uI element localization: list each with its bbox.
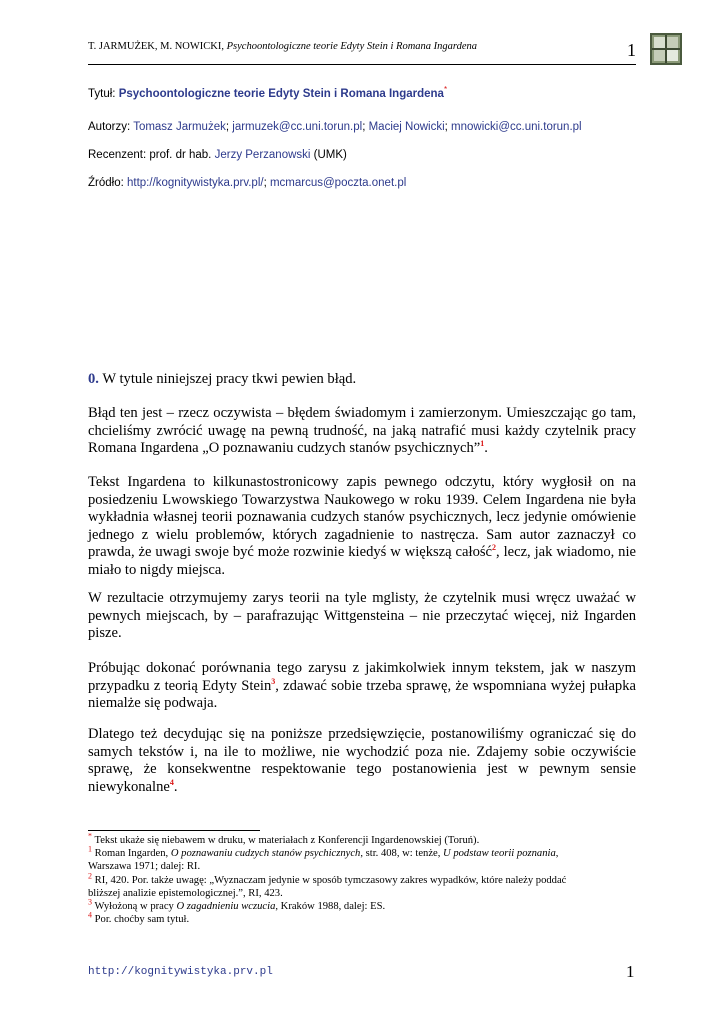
footnote-mark: 1 <box>88 844 92 854</box>
reviewer-link[interactable]: Jerzy Perzanowski <box>214 149 311 161</box>
paragraph-4 <box>88 660 636 713</box>
authors-label: Autorzy: <box>88 121 131 133</box>
footnote-mark: 4 <box>88 910 92 920</box>
header-page-number: 1 <box>627 40 636 60</box>
source-email-link[interactable]: mcmarcus@poczta.onet.pl <box>269 177 407 189</box>
title-footnote-mark[interactable]: * <box>443 85 448 95</box>
paragraph-text: . <box>173 778 178 795</box>
header-title: Psychoontologiczne teorie Edyty Stein i Romana Ingardena <box>226 41 478 52</box>
footnote-text: Wyłożoną w pracy <box>94 901 174 913</box>
document-title: Psychoontologiczne teorie Edyty Stein i Romana Ingardena <box>118 88 444 100</box>
meta-reviewer-line <box>88 149 347 161</box>
footnote-text: RI, 420. Por. także uwagę: „Wyznaczam jedynie w sposób tymczasowy zakres wypadków, które należy poddać bliższej analizie epistemologicznej.”, RI, 423. <box>88 874 567 899</box>
reviewer-label: Recenzent: prof. dr hab. <box>88 149 212 161</box>
footnote-1 <box>88 844 600 873</box>
footnote-text: , Kraków 1988, dalej: ES. <box>275 901 386 913</box>
paragraph-text: , lecz, jak wiadomo, nie miało to nigdy miejsca. <box>88 544 637 578</box>
footnote-3 <box>88 897 600 913</box>
meta-title-line <box>88 85 448 100</box>
paragraph-text: , zdawać sobie trzeba sprawę, że wspomniana wyżej pułapka niemalże się podwaja. <box>88 677 637 712</box>
footnote-text: Por. choćby sam tytuł. <box>94 914 190 926</box>
separator: ; <box>225 121 230 133</box>
footer-url-link[interactable]: http://kognitywistyka.prv.pl <box>88 966 273 978</box>
paragraph-text: W tytule niniejszej pracy tkwi pewien błąd. <box>102 371 357 387</box>
footer-page-number: 1 <box>626 962 635 981</box>
footnote-ref-4[interactable]: 4 <box>169 777 174 787</box>
paragraph-text: W rezultacie otrzymujemy zarys teorii na tyle mglisty, że czytelnik musi wręcz uważać w pewnych miejscach, by – parafrazując Wittgensteina – nie przeczytać więcej, niż Ingarden pisze. <box>88 590 636 642</box>
paragraph-text: Błąd ten jest – rzecz oczywista – błędem świadomym i zamierzonym. Umieszczając go tam, chcieliśmy zwrócić uwagę na pewną trudność, na jaką natrafić musi każdy czytelnik pracy Romana Ingardena „O poznawaniu cudzych stanów psychicznych” <box>88 405 636 457</box>
footnote-text: , Warszawa 1971; dalej: RI. <box>88 848 559 873</box>
header-authors: T. JARMUŻEK, M. NOWICKI, <box>88 41 225 52</box>
paragraph-text: Tekst Ingardena to kilkunastostronicowy zapis pewnego odczytu, który wygłosił on na posiedzeniu Lwowskiego Towarzystwa Naukowego w roku 1939. Celem Ingardena nie była wykładnia własnej teorii poznawania cudzych stanów psychicznych, lecz jedynie omówienie jednego z wielu problemów, których zagadnienie to nastręcza. Sam autor zaznaczył co prawda, że uwagi swoje być może rozwinie kiedyś w większą całość <box>88 474 636 561</box>
footnote-ref-2[interactable]: 2 <box>492 543 497 553</box>
paragraph-3 <box>88 590 636 643</box>
footnote-0 <box>88 831 600 847</box>
email-link-jarmuzek[interactable]: jarmuzek@cc.uni.torun.pl <box>232 121 363 133</box>
footnote-text: Roman Ingarden, <box>94 848 169 860</box>
reviewer-affiliation: (UMK) <box>313 149 347 161</box>
source-url-link[interactable]: http://kognitywistyka.prv.pl/ <box>127 177 264 189</box>
paragraph-1 <box>88 405 636 458</box>
paragraph-text: Dlatego też decydując się na poniższe przedsięwzięcie, postanowiliśmy ograniczać się do samych tekstów i, na ile to możliwe, nie wychodzić poza nie. Zdajemy sobie oczywiście sprawę, że konsekwentne respektowanie tego postanowienia jest w pewnym sensie niewykonalne <box>88 726 636 795</box>
meta-source-line <box>88 177 406 189</box>
footnote-text: , str. 408, w: tenże, <box>360 848 441 860</box>
footnotes <box>88 831 600 926</box>
footnote-2 <box>88 871 600 900</box>
footnote-divider <box>88 830 260 831</box>
email-link-nowicki[interactable]: mnowicki@cc.uni.torun.pl <box>451 121 582 133</box>
source-label: Źródło: <box>88 177 124 189</box>
footnote-cited-title: O zagadnieniu wczucia <box>176 901 276 913</box>
separator: ; <box>263 177 267 189</box>
header-running-title <box>88 41 477 52</box>
title-label: Tytuł: <box>88 88 116 100</box>
separator: ; <box>362 121 366 133</box>
footnote-mark: 2 <box>88 871 92 881</box>
footnote-ref-3[interactable]: 3 <box>271 676 276 686</box>
paragraph-2 <box>88 474 636 580</box>
footnote-cited-title: U podstaw teorii poznania <box>443 848 556 860</box>
footnote-text: Tekst ukaże się niebawem w druku, w materiałach z Konferencji Ingardenowskiej (Toruń). <box>94 835 480 846</box>
separator: ; <box>444 121 448 133</box>
meta-authors-line <box>88 121 582 133</box>
paragraph-5 <box>88 726 636 796</box>
paragraph-text: Próbując dokonać porównania tego zarysu z jakimkolwiek innym tekstem, jak w naszym przypadku z teorią Edyty Stein <box>88 660 636 694</box>
author-link-jarmuzek[interactable]: Tomasz Jarmużek <box>133 121 226 133</box>
journal-logo-icon <box>650 33 682 65</box>
author-link-nowicki[interactable]: Maciej Nowicki <box>368 121 445 133</box>
footnote-ref-1[interactable]: 1 <box>480 439 485 449</box>
footnote-mark: 3 <box>88 897 92 907</box>
section-number: 0. <box>88 371 99 387</box>
paragraph-text: . <box>484 440 488 457</box>
footnote-cited-title: O poznawaniu cudzych stanów psychicznych <box>170 848 361 860</box>
page-header <box>88 36 636 65</box>
paragraph-0 <box>88 371 636 389</box>
footnote-4 <box>88 910 600 926</box>
footnote-mark: * <box>88 831 92 841</box>
